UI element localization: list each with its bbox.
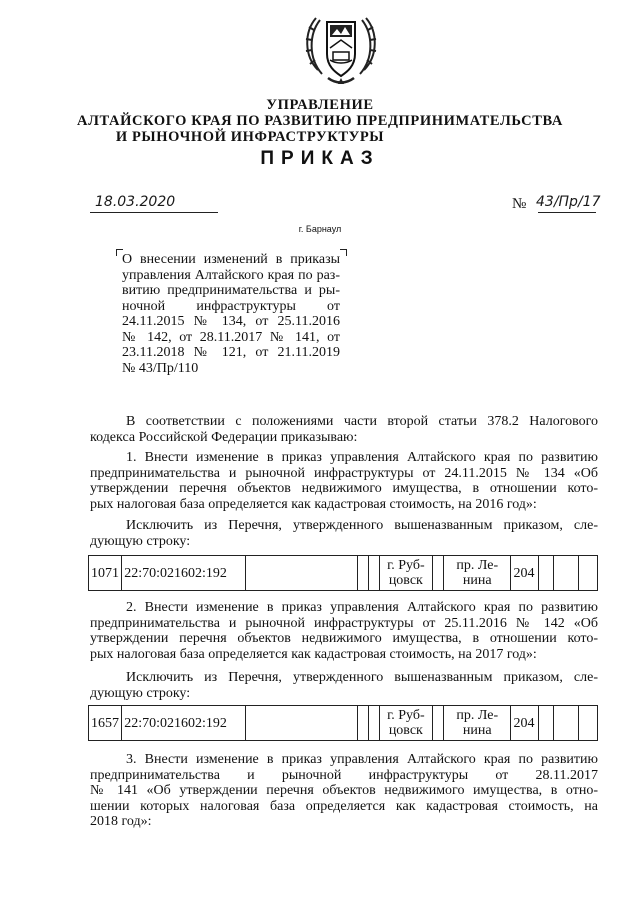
item-3-line: предпринимательства и рыночной инфраструктуры от 28.11.2017 [90,767,598,783]
city-cell-part: г. Руб- [387,708,425,723]
intro-line: кодекса Российской Федерации приказываю: [90,429,358,445]
item-2-line: рых налоговая база определяется как кадастровая стоимость, на 2017 год»: [90,646,537,662]
street-cell-part: пр. Ле- [456,708,499,723]
cadastral-number: 22:70:021602:192 [122,556,246,591]
order-number: 43/Пр/17 [536,194,601,210]
city-cell-part: г. Руб- [387,558,425,573]
street-cell [444,706,511,741]
empty-cell [553,706,578,741]
item-3-paragraph [90,752,598,830]
empty-cell [368,556,379,591]
item-1-paragraph [90,450,598,512]
subject-corner-right [340,249,347,256]
empty-cell [578,706,597,741]
empty-cell [357,556,368,591]
subject-line: 23.11.2018 № 121, от 21.11.2019 [122,345,340,360]
intro-paragraph [90,414,598,445]
empty-cell [368,706,379,741]
city-cell-part: цовск [388,723,423,738]
exclude-2-paragraph [90,670,598,701]
city-cell-part: цовск [388,573,423,588]
item-2-line: предпринимательства и рыночной инфраструктуры от 25.11.2016 № 142 «Об [90,615,598,631]
subject-line: № 43/Пр/110 [122,360,199,376]
empty-cell [538,706,553,741]
row-number: 1657 [89,706,122,741]
empty-cell [433,706,444,741]
empty-cell [245,556,357,591]
item-3-line: № 141 «Об утверждении перечня объектов недвижимого имущества, в отно- [90,783,598,798]
city-cell [379,706,432,741]
row-number: 1071 [89,556,122,591]
house-number: 204 [511,556,538,591]
number-sign: № [512,196,527,212]
agency-title-line1: УПРАВЛЕНИЕ [266,97,374,113]
empty-cell [433,556,444,591]
subject-line: витию предпринимательства и ры- [122,283,340,298]
table-row [89,556,598,591]
subject-line: ночной инфраструктуры от [122,298,340,314]
agency-title-line2: АЛТАЙСКОГО КРАЯ ПО РАЗВИТИЮ ПРЕДПРИНИМАТЕЛЬСТВА [77,113,563,129]
agency-title-line3: И РЫНОЧНОЙ ИНФРАСТРУКТУРЫ [115,129,385,145]
exclude-1-paragraph [90,518,598,549]
item-1-line: предпринимательства и рыночной инфраструктуры от 24.11.2015 № 134 «Об [90,465,598,481]
subject-block [122,252,340,376]
street-cell-part: пр. Ле- [456,558,499,573]
excluded-row-table-2 [88,705,598,741]
street-cell [444,556,511,591]
subject-line: управления Алтайского края по раз- [122,267,340,283]
number-underline [538,212,596,213]
excluded-row-table-1 [88,555,598,591]
house-number: 204 [511,706,538,741]
street-cell-part: нина [462,573,492,588]
exclude-1-line: дующую строку: [90,533,191,549]
empty-cell [553,556,578,591]
subject-line: О внесении изменений в приказы [122,252,340,267]
item-1-line: утверждении перечня объектов недвижимого имущества, в отношении кото- [90,481,598,496]
item-2-line: утверждении перечня объектов недвижимого имущества, в отношении кото- [90,631,598,646]
item-2-line: 2. Внести изменение в приказ управления Алтайского края по развитию [126,600,598,615]
date-underline [90,212,218,213]
city-label: г. Барнаул [298,224,342,234]
empty-cell [245,706,357,741]
item-3-line: 2018 год»: [90,814,152,829]
subject-line: 24.11.2015 № 134, от 25.11.2016 [122,314,340,329]
item-3-line: 3. Внести изменение в приказ управления Алтайского края по развитию [126,752,598,767]
empty-cell [538,556,553,591]
exclude-2-line: дующую строку: [90,685,191,701]
street-cell-part: нина [462,723,492,738]
empty-cell [357,706,368,741]
empty-cell [578,556,597,591]
intro-line: В соответствии с положениями части второй статьи 378.2 Налогового [126,414,598,429]
item-1-line: 1. Внести изменение в приказ управления Алтайского края по развитию [126,450,598,465]
subject-line: № 142, от 28.11.2017 № 141, от [122,329,340,345]
city-cell [379,556,432,591]
cadastral-number: 22:70:021602:192 [122,706,246,741]
item-2-paragraph [90,600,598,662]
exclude-1-line: Исключить из Перечня, утвержденного вышеназванным приказом, сле- [126,518,598,533]
coat-of-arms-emblem [300,8,382,88]
exclude-2-line: Исключить из Перечня, утвержденного вышеназванным приказом, сле- [126,670,598,685]
document-type-title: ПРИКАЗ [260,148,380,169]
table-row [89,706,598,741]
item-1-line: рых налоговая база определяется как кадастровая стоимость, на 2016 год»: [90,496,537,512]
item-3-line: шении которых налоговая база определяется как кадастровая стоимость, на [90,798,598,814]
order-date: 18.03.2020 [95,194,176,210]
